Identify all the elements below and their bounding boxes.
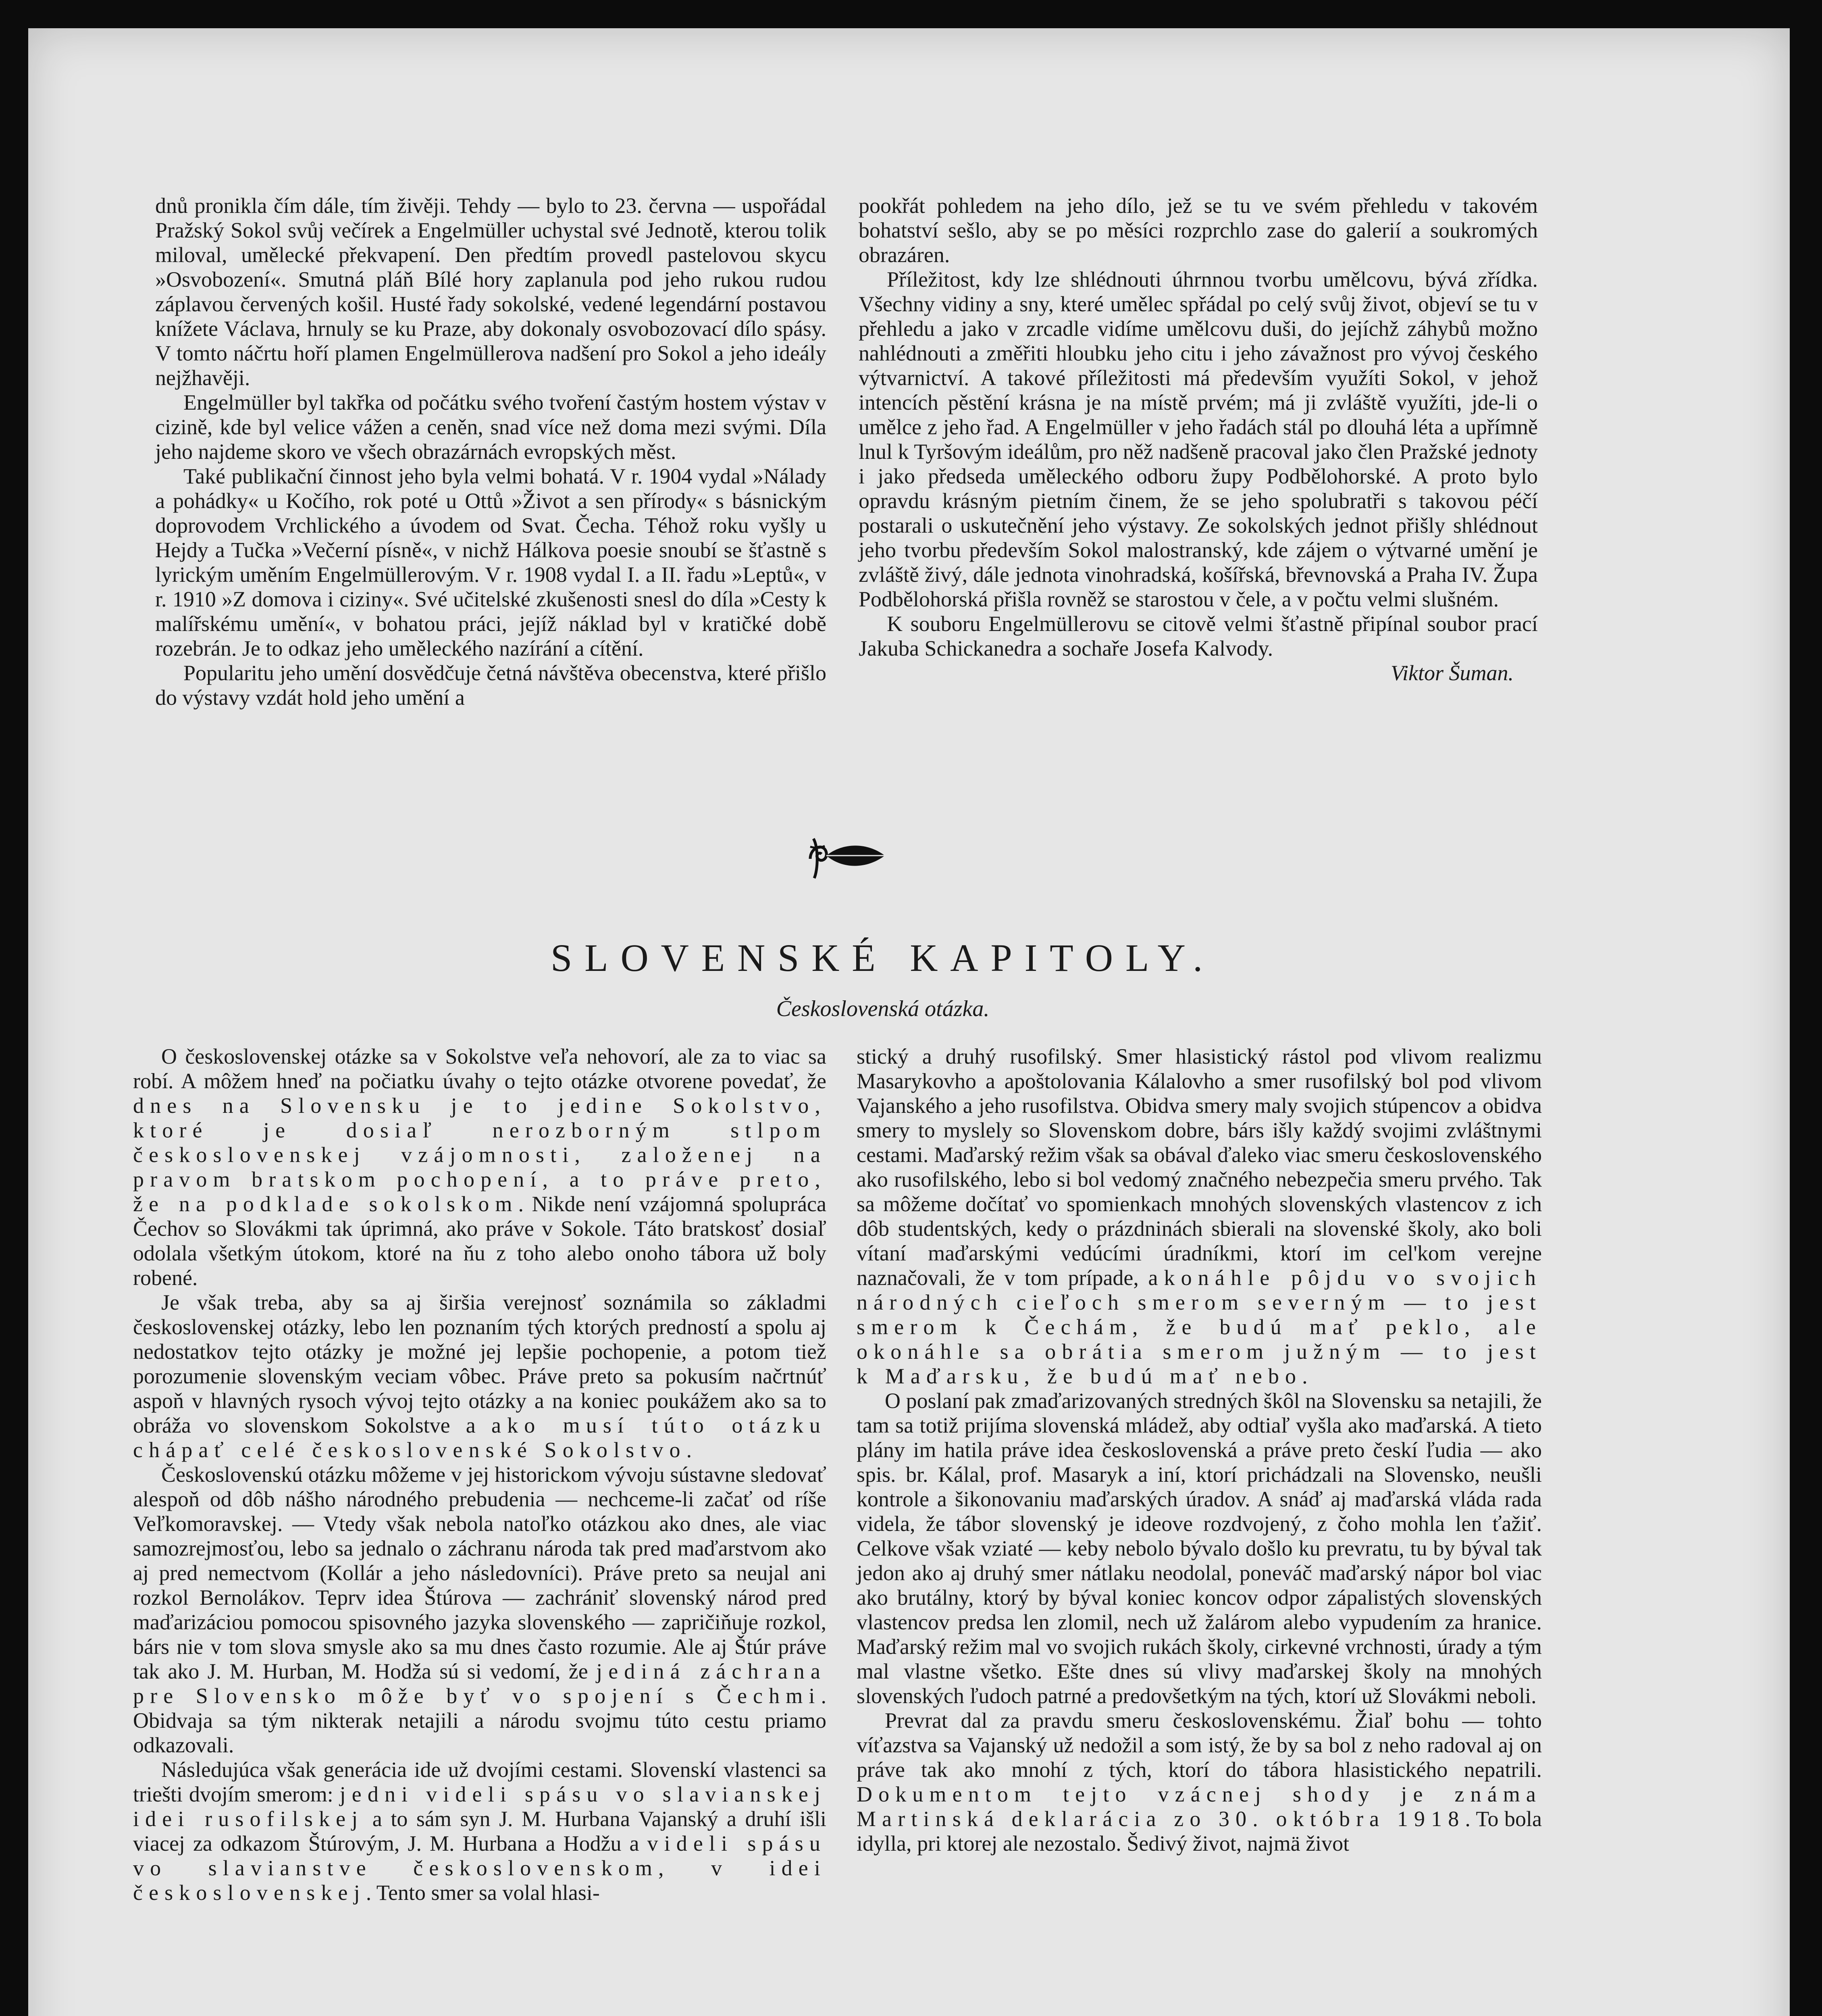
paragraph: Popularitu jeho umění dosvědčuje četná návštěva obecenstva, které přišlo do výstavy vzdát hold jeho umění a bbox=[155, 661, 826, 710]
paragraph: Také publikační činnost jeho byla velmi bohatá. V r. 1904 vydal »Nálady a pohádky« u Kočího, rok poté u Ottů »Život a sen přírody« s básnickým doprovodem Vrchlického a úvodem od Svat. Čecha. Téhož roku vyšly u Hejdy a Tučka »Večerní písně«, v nichž Hálkova poesie snoubí se šťastně s lyrickým uměním Engelmüllerovým. V r. 1908 vydal I. a II. řadu »Leptů«, v r. 1910 »Z domova i ciziny«. Své učitelské zkušenosti snesl do díla »Cesty k malířskému umění«, v bohatou práci, jejíž náklad byl v kratičké době rozebrán. Je to odkaz jeho uměleckého nazírání a cítění. bbox=[155, 464, 826, 660]
author-signature: Viktor Šuman. bbox=[1391, 661, 1514, 685]
text-run: O československej otázke sa v Sokolstve veľa nehovorí, ale za to viac sa robí. A môžem hneď na počiatku úvahy o tejto otázke otvorene povedať, že bbox=[133, 1044, 826, 1093]
text-run: Prevrat dal za pravdu smeru československému. Žiaľ bohu — tohto víťazstva sa Vajanský už nedožil a som istý, že by sa bol z neho radoval aj on práve tak ako mnohí z tých, ktorí do tábora hlasistického nepatrili. bbox=[857, 1708, 1542, 1782]
article1-right-column bbox=[859, 194, 1538, 685]
text-run: . To bola idylla, pri ktorej ale nezostalo. Šedivý život, najmä život bbox=[857, 1807, 1542, 1856]
text-run: Následujúca však generácia ide už dvojími cestami. Slovenskí vlastenci sa triešti dvojím smerom: bbox=[133, 1758, 826, 1806]
text-run: . Tento smer sa volal hlasi- bbox=[366, 1881, 600, 1905]
paragraph bbox=[133, 1290, 826, 1462]
paragraph: O poslaní pak zmaďarizovaných stredných škôl na Slovensku sa netajili, že tam sa totiž prijíma slovenská mládež, aby odtiaľ vyšla ako maďarská. A tieto plány im hatila práve idea československá a práve preto českí ľudia — ako spis. br. Kálal, prof. Masaryk a iní, ktorí prichádzali na Slovensko, neušli kontrole a šikonovaniu maďarských úradov. A snáď aj maďarská vláda rada videla, že tábor slovenský je ideove rozdvojený, z čoho mohla len ťažiť. Celkove však vziaté — keby nebolo bývalo došlo ku prevratu, tu by býval tak jedon ako aj druhý smer nátlaku neodolal, poneváč maďarský nápor bol viac ako brutálny, ktorý by býval koniec koncov odpor zápalistých slovenských vlastencov predsa len zlomil, nech už žalárom alebo vypudením za hranice. Maďarský režim mal vo svojich rukách školy, cirkevné vrchnosti, úrady a tým mal vlastne všetko. Ešte dnes sú vlivy maďarskej školy na mnohých slovenských ľudoch patrné a predovšetkým na tých, ktorí už Slovákmi neboli. bbox=[857, 1389, 1542, 1708]
paragraph bbox=[857, 1708, 1542, 1856]
text-run: . Nikde není vzájomná spolupráca Čechov so Slovákmi tak úprimná, ako práve v Sokole. Táto bratskosť dosiaľ odolala všetkým útokom, ktoré na ňu z toho alebo onoho tábora už boly robené. bbox=[133, 1192, 826, 1290]
text-run: . bbox=[1302, 1364, 1308, 1388]
paragraph: K souboru Engelmüllerovu se citově velmi šťastně připínal soubor prací Jakuba Schickanedra a sochaře Josefa Kalvody. bbox=[859, 612, 1538, 660]
paragraph: dnů pronikla čím dále, tím živěji. Tehdy — bylo to 23. června — uspořádal Pražský Sokol svůj večírek a Engelmüller uchystal své Jednotě, kterou tolik miloval, umělecké překvapení. Den předtím provedl pastelovou skycu »Osvobození«. Smutná pláň Bílé hory zaplanula pod jeho rukou rudou záplavou červených košil. Husté řady sokolské, vedené legendární postavou knížete Václava, hrnuly se ku Praze, aby dokonaly osvobozovací dílo spásy. V tomto náčrtu hoří plamen Engelmüllerova nadšení pro Sokol a jeho ideály nejžhavěji. bbox=[155, 194, 826, 390]
article2-left-column bbox=[133, 1044, 826, 1905]
section-subtitle: Československá otázka. bbox=[776, 996, 990, 1021]
article2-right-column bbox=[857, 1044, 1542, 1856]
spaced-emphasis: videli spásu vo slavianstve československom, v idei československej bbox=[133, 1831, 826, 1905]
text-run: stický a druhý rusofilský. Smer hlasistický rástol pod vlivom realizmu Masarykovho a apoštolovania Kálalovho a smer rusofilský bol pod vlivom Vajanského a jeho rusofilstva. Obidva smery maly svojich stúpencov a obidva smery to myslely so Slovenskom dobre, bárs išly každý svojimi zvláštnymi cestami. Maďarský režim však sa obával ďaleko viac smeru československého ako rusofilského, lebo si bol vedomý značného nebezpečia smeru prvého. Tak sa môžeme dočítať vo spomienkach mnohých slovenských vlastencov z ich dôb studentských, kedy o prázdninách sbierali na slovenské školy, ako boli vítaní maďarskými vedúcími úradníkmi, ktorí im cel'kom verejne naznačovali, že v tom prípade, bbox=[857, 1044, 1542, 1290]
spaced-emphasis: jedni videli spásu vo slavianskej idei rusofilskej bbox=[133, 1782, 826, 1831]
article1-left-column bbox=[155, 194, 826, 710]
spaced-emphasis: dnes na Slovensku je to jedine Sokolstvo, ktoré je dosiaľ nerozborným stlpom československej vzájomnosti, založenej na pravom bratskom pochopení, a to práve preto, že na podklade sokolskom bbox=[133, 1093, 826, 1216]
text-run: . bbox=[686, 1438, 692, 1462]
paragraph: pookřát pohledem na jeho dílo, jež se tu ve svém přehledu v takovém bohatství sešlo, aby se po měsíci rozprchlo zase do galerií a soukromých obrazáren. bbox=[859, 194, 1538, 267]
paragraph: Příležitost, kdy lze shlédnouti úhrnnou tvorbu umělcovu, bývá zřídka. Všechny vidiny a sny, které umělec spřádal po celý svůj život, objeví se tu v přehledu a jako v zrcadle vidíme umělcovu duši, do jejíchž záhybů možno nahlédnouti a změřiti hloubku jeho citu i jeho závažnost pro vývoj českého výtvarnictví. A takové příležitosti má především využíti Sokol, v jehož intencích pěstění krásna je na místě prvém; má ji zvláště využíti, jde-li o umělce z jeho řad. A Engelmüller v jeho řadách stál po dlouhá léta a upřímně lnul k Tyršovým ideálům, pro něž nadšeně pracoval jako člen Pražské jednoty i jako předseda uměleckého odboru župy Podbělohorské. A proto bylo opravdu krásným pietním činem, že se jeho spolubratři s takovou péčí postarali o uskutečnění jeho výstavy. Ze sokolských jednot přišly shlédnout jeho tvorbu především Sokol malostranský, kde zájem o výtvarné umění je zvláště živý, dále jednota vinohradská, košířská, břevnovská a Praha IV. Župa Podbělohorská přišla rovněž se starostou v čele, a v počtu velmi slušném. bbox=[859, 267, 1538, 611]
fleuron-leaf-icon bbox=[802, 831, 891, 883]
text-run: Je však treba, aby sa aj širšia verejnosť soznámila so základmi československej otázky, lebo len poznaním tých ktorých predností a spolu aj nedostatkov tejto otázky je možné jej lepšie pochopenie, a potom tiež porozumenie slovenským veciam vôbec. Práve preto sa pokusím načrtnúť aspoň v hlavných rysoch vývoj tejto otázky a na koniec poukážem ako sa to obráža vo slovenskom Sokolstve a bbox=[133, 1290, 826, 1437]
spaced-emphasis: akonáhle pôjdu vo svojich národných cieľoch smerom severným — to jest smerom k Čechám, že budú mať peklo, ale okonáhle sa obrátia smerom južným — to jest k Maďarsku, že budú mať nebo bbox=[857, 1266, 1542, 1388]
paragraph bbox=[133, 1044, 826, 1290]
text-run: . Obidvaja sa tým nikterak netajili a národu svojmu túto cestu priamo odkazovali. bbox=[133, 1684, 826, 1757]
paragraph bbox=[857, 1044, 1542, 1389]
paragraph: Engelmüller byl takřka od počátku svého tvoření častým hostem výstav v cizině, kde byl velice vážen a ceněn, snad více než doma mezi svými. Díla jeho najdeme skoro ve všech obrazárnách evropských měst. bbox=[155, 390, 826, 464]
text-run: Československú otázku môžeme v jej historickom vývoju sústavne sledovať alespoň od dôb nášho národného prebudenia — nechceme-li začať od ríše Veľkomoravskej. — Vtedy však nebola natoľko otázkou ako dnes, ale viac samozrejmosťou, lebo sa jednalo o záchranu národa tak pred maďarstvom ako aj pred nemectvom (Kollár a jeho následovníci). Práve preto sa neujal ani rozkol Bernolákov. Teprv idea Štúrova — zachrániť slovenský národ pred maďarizáciou pomocou spisovného jazyka slovenského — zapričiňuje rozkol, bárs nie v tom slova smysle ako sa mu dnes často rozumie. Ale aj Štúr práve tak ako J. M. Hurban, M. Hodža sú si vedomí, že bbox=[133, 1462, 826, 1683]
text-run: a to sám syn J. M. Hurbana Vajanský a druhí išli viacej za odkazom Štúrovým, J. M. Hurbana a Hodžu a bbox=[133, 1807, 826, 1856]
paragraph bbox=[133, 1758, 826, 1905]
spaced-emphasis: Dokumentom tejto vzácnej shody je známa Martinská deklarácia zo 30. októbra 1918 bbox=[857, 1782, 1542, 1831]
spaced-emphasis: jediná záchrana pre Slovensko môže byť vo spojení s Čechmi bbox=[133, 1659, 826, 1708]
paragraph bbox=[133, 1462, 826, 1758]
section-title: SLOVENSKÉ KAPITOLY. bbox=[551, 936, 1215, 979]
spaced-emphasis: ako musí túto otázku chápať celé československé Sokolstvo bbox=[133, 1413, 826, 1462]
